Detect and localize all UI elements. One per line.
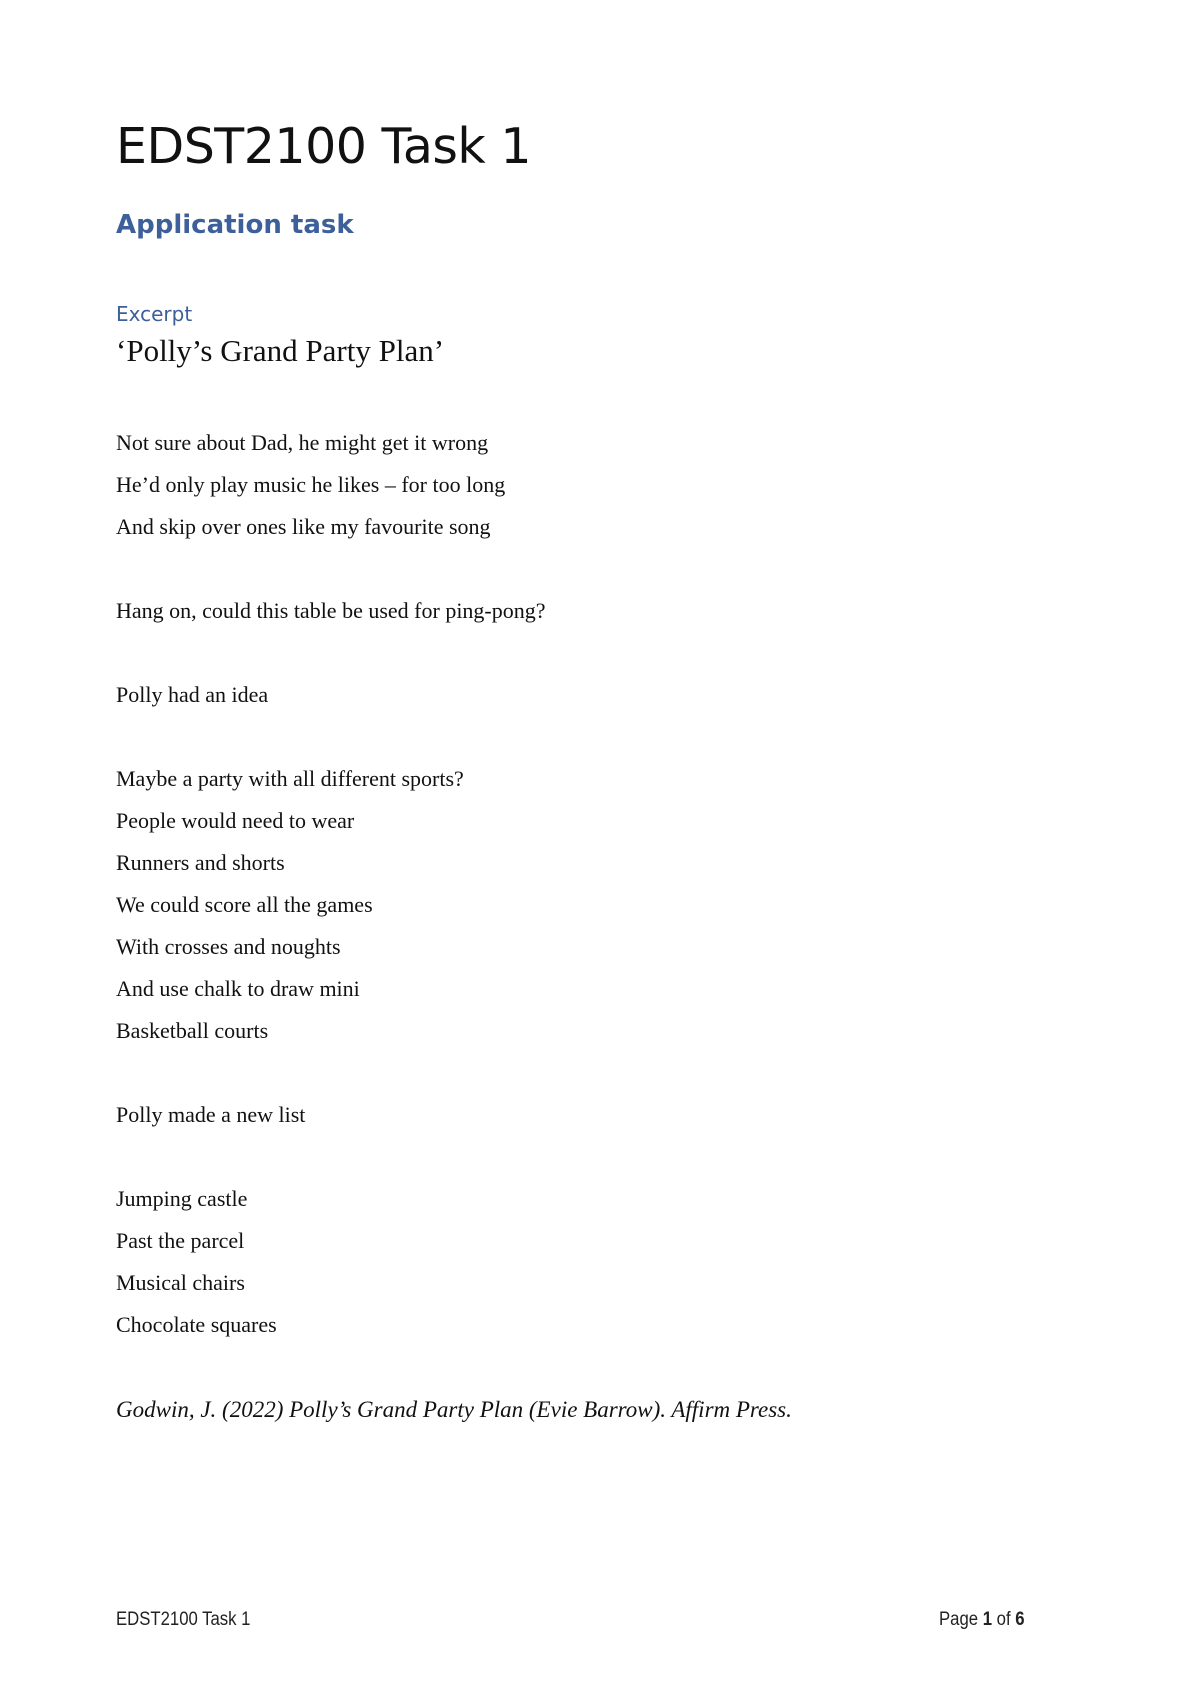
poem-line: Hang on, could this table be used for ping-pong? <box>116 598 546 623</box>
page-of: of <box>996 1609 1011 1630</box>
footer-page-number <box>939 1609 1025 1631</box>
poem-line: Not sure about Dad, he might get it wrong <box>116 430 489 455</box>
poem-line: Basketball courts <box>116 1018 269 1043</box>
poem-title: ‘Polly’s Grand Party Plan’ <box>116 333 445 368</box>
citation: Godwin, J. (2022) Polly’s Grand Party Plan (Evie Barrow). Affirm Press. <box>116 1397 792 1422</box>
poem-line: We could score all the games <box>116 892 373 917</box>
poem-line: People would need to wear <box>116 808 355 833</box>
poem-line: Jumping castle <box>116 1186 248 1211</box>
poem-line: Polly had an idea <box>116 682 269 707</box>
document-subtitle: Application task <box>116 210 354 240</box>
poem-line: With crosses and noughts <box>116 934 341 959</box>
poem-line: Runners and shorts <box>116 850 285 875</box>
page-label: Page <box>939 1609 979 1630</box>
footer-document-name: EDST2100 Task 1 <box>116 1609 251 1630</box>
document-title: EDST2100 Task 1 <box>116 118 532 175</box>
poem-line: And skip over ones like my favourite song <box>116 514 491 539</box>
excerpt-label: Excerpt <box>116 302 193 326</box>
poem-line: Musical chairs <box>116 1270 245 1295</box>
poem-line: He’d only play music he likes – for too long <box>116 472 506 497</box>
poem-line: And use chalk to draw mini <box>116 976 360 1001</box>
poem-line: Past the parcel <box>116 1228 245 1253</box>
poem-line: Maybe a party with all different sports? <box>116 766 464 791</box>
poem-line: Polly made a new list <box>116 1102 306 1127</box>
page-current: 1 <box>982 1609 993 1630</box>
page-total: 6 <box>1015 1609 1025 1630</box>
poem-line: Chocolate squares <box>116 1312 277 1337</box>
